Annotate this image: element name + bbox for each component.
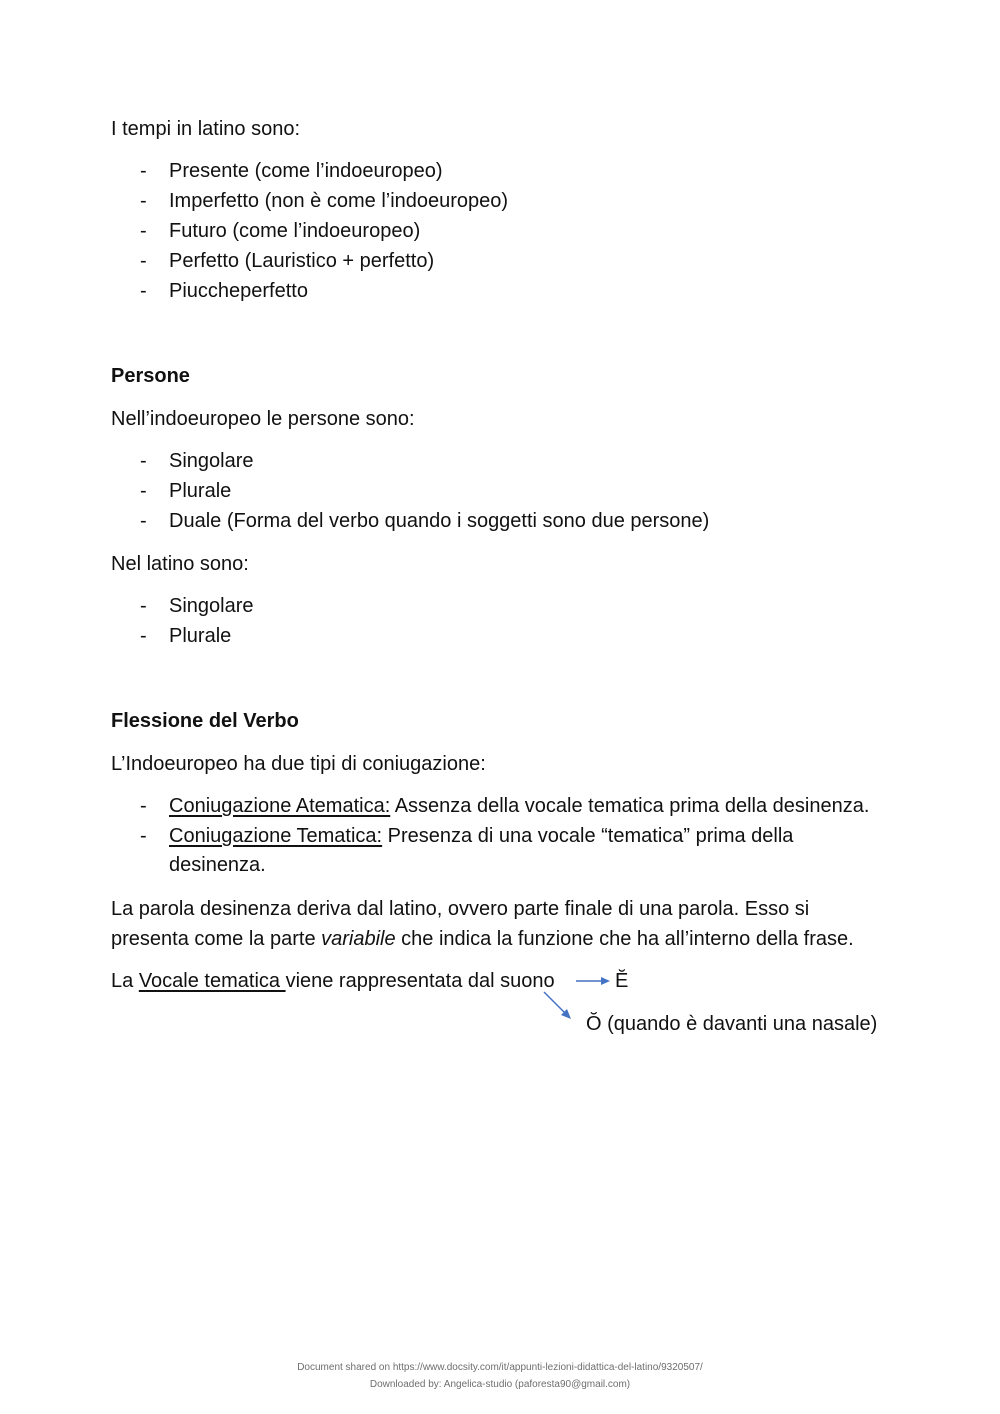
list-bullet: - xyxy=(140,190,147,212)
paragraph-text: che indica la funzione che ha all’interno della frase. xyxy=(395,928,854,950)
flexion-heading: Flessione del Verbo xyxy=(111,710,299,732)
list-bullet: - xyxy=(140,510,147,532)
list-bullet: - xyxy=(140,220,147,242)
paragraph-text: presenta come la parte xyxy=(111,928,322,950)
list-item: Futuro (come l’indoeuropeo) xyxy=(169,220,421,242)
list-item: Presente (come l’indoeuropeo) xyxy=(169,160,443,182)
definition-atematica: Assenza della vocale tematica prima della desinenza. xyxy=(390,795,870,817)
footer-shared-link: Document shared on https://www.docsity.com/it/appunti-lezioni-didattica-del-latino/9320507/ xyxy=(297,1362,703,1373)
list-item: Plurale xyxy=(169,480,232,502)
list-bullet: - xyxy=(140,280,147,302)
list-bullet: - xyxy=(140,625,147,647)
persons-intro-indo: Nell’indoeuropeo le persone sono: xyxy=(111,408,415,430)
definition-tematica-continued: desinenza. xyxy=(169,854,266,876)
definition-tematica: Presenza di una vocale “tematica” prima della xyxy=(382,825,794,847)
list-item: Imperfetto (non è come l’indoeuropeo) xyxy=(169,190,509,212)
list-item: Singolare xyxy=(169,450,254,472)
list-bullet: - xyxy=(140,595,147,617)
tenses-intro: I tempi in latino sono: xyxy=(111,118,300,140)
arrow-down-right-icon xyxy=(544,992,571,1019)
term-tematica: Coniugazione Tematica: xyxy=(169,825,383,847)
list-item: Perfetto (Lauristico + perfetto) xyxy=(169,250,435,272)
list-item: Plurale xyxy=(169,625,232,647)
sound-o: Ŏ (quando è davanti una nasale) xyxy=(586,1013,878,1035)
persons-heading: Persone xyxy=(111,365,190,387)
sound-e: Ĕ xyxy=(615,970,629,992)
list-bullet: - xyxy=(140,825,147,847)
vocale-suffix: viene rappresentata dal suono xyxy=(285,970,555,992)
list-item: Singolare xyxy=(169,595,254,617)
vocale-prefix: La xyxy=(111,970,139,992)
persons-intro-latin: Nel latino sono: xyxy=(111,553,249,575)
desinenza-paragraph-line1: La parola desinenza deriva dal latino, ovvero parte finale di una parola. Esso si xyxy=(111,898,810,920)
flexion-intro: L’Indoeuropeo ha due tipi di coniugazione: xyxy=(111,753,486,775)
term-atematica: Coniugazione Atematica: xyxy=(169,795,391,817)
list-bullet: - xyxy=(140,450,147,472)
italic-word: variabile xyxy=(321,928,396,950)
list-bullet: - xyxy=(140,480,147,502)
vocale-term: Vocale tematica xyxy=(138,970,286,992)
arrow-right-icon xyxy=(576,977,610,985)
list-item: Duale (Forma del verbo quando i soggetti sono due persone) xyxy=(169,510,710,532)
list-bullet: - xyxy=(140,160,147,182)
list-bullet: - xyxy=(140,795,147,817)
list-bullet: - xyxy=(140,250,147,272)
footer-downloaded-by: Downloaded by: Angelica-studio (paforesta90@gmail.com) xyxy=(369,1379,631,1390)
list-item: Piuccheperfetto xyxy=(169,280,308,302)
